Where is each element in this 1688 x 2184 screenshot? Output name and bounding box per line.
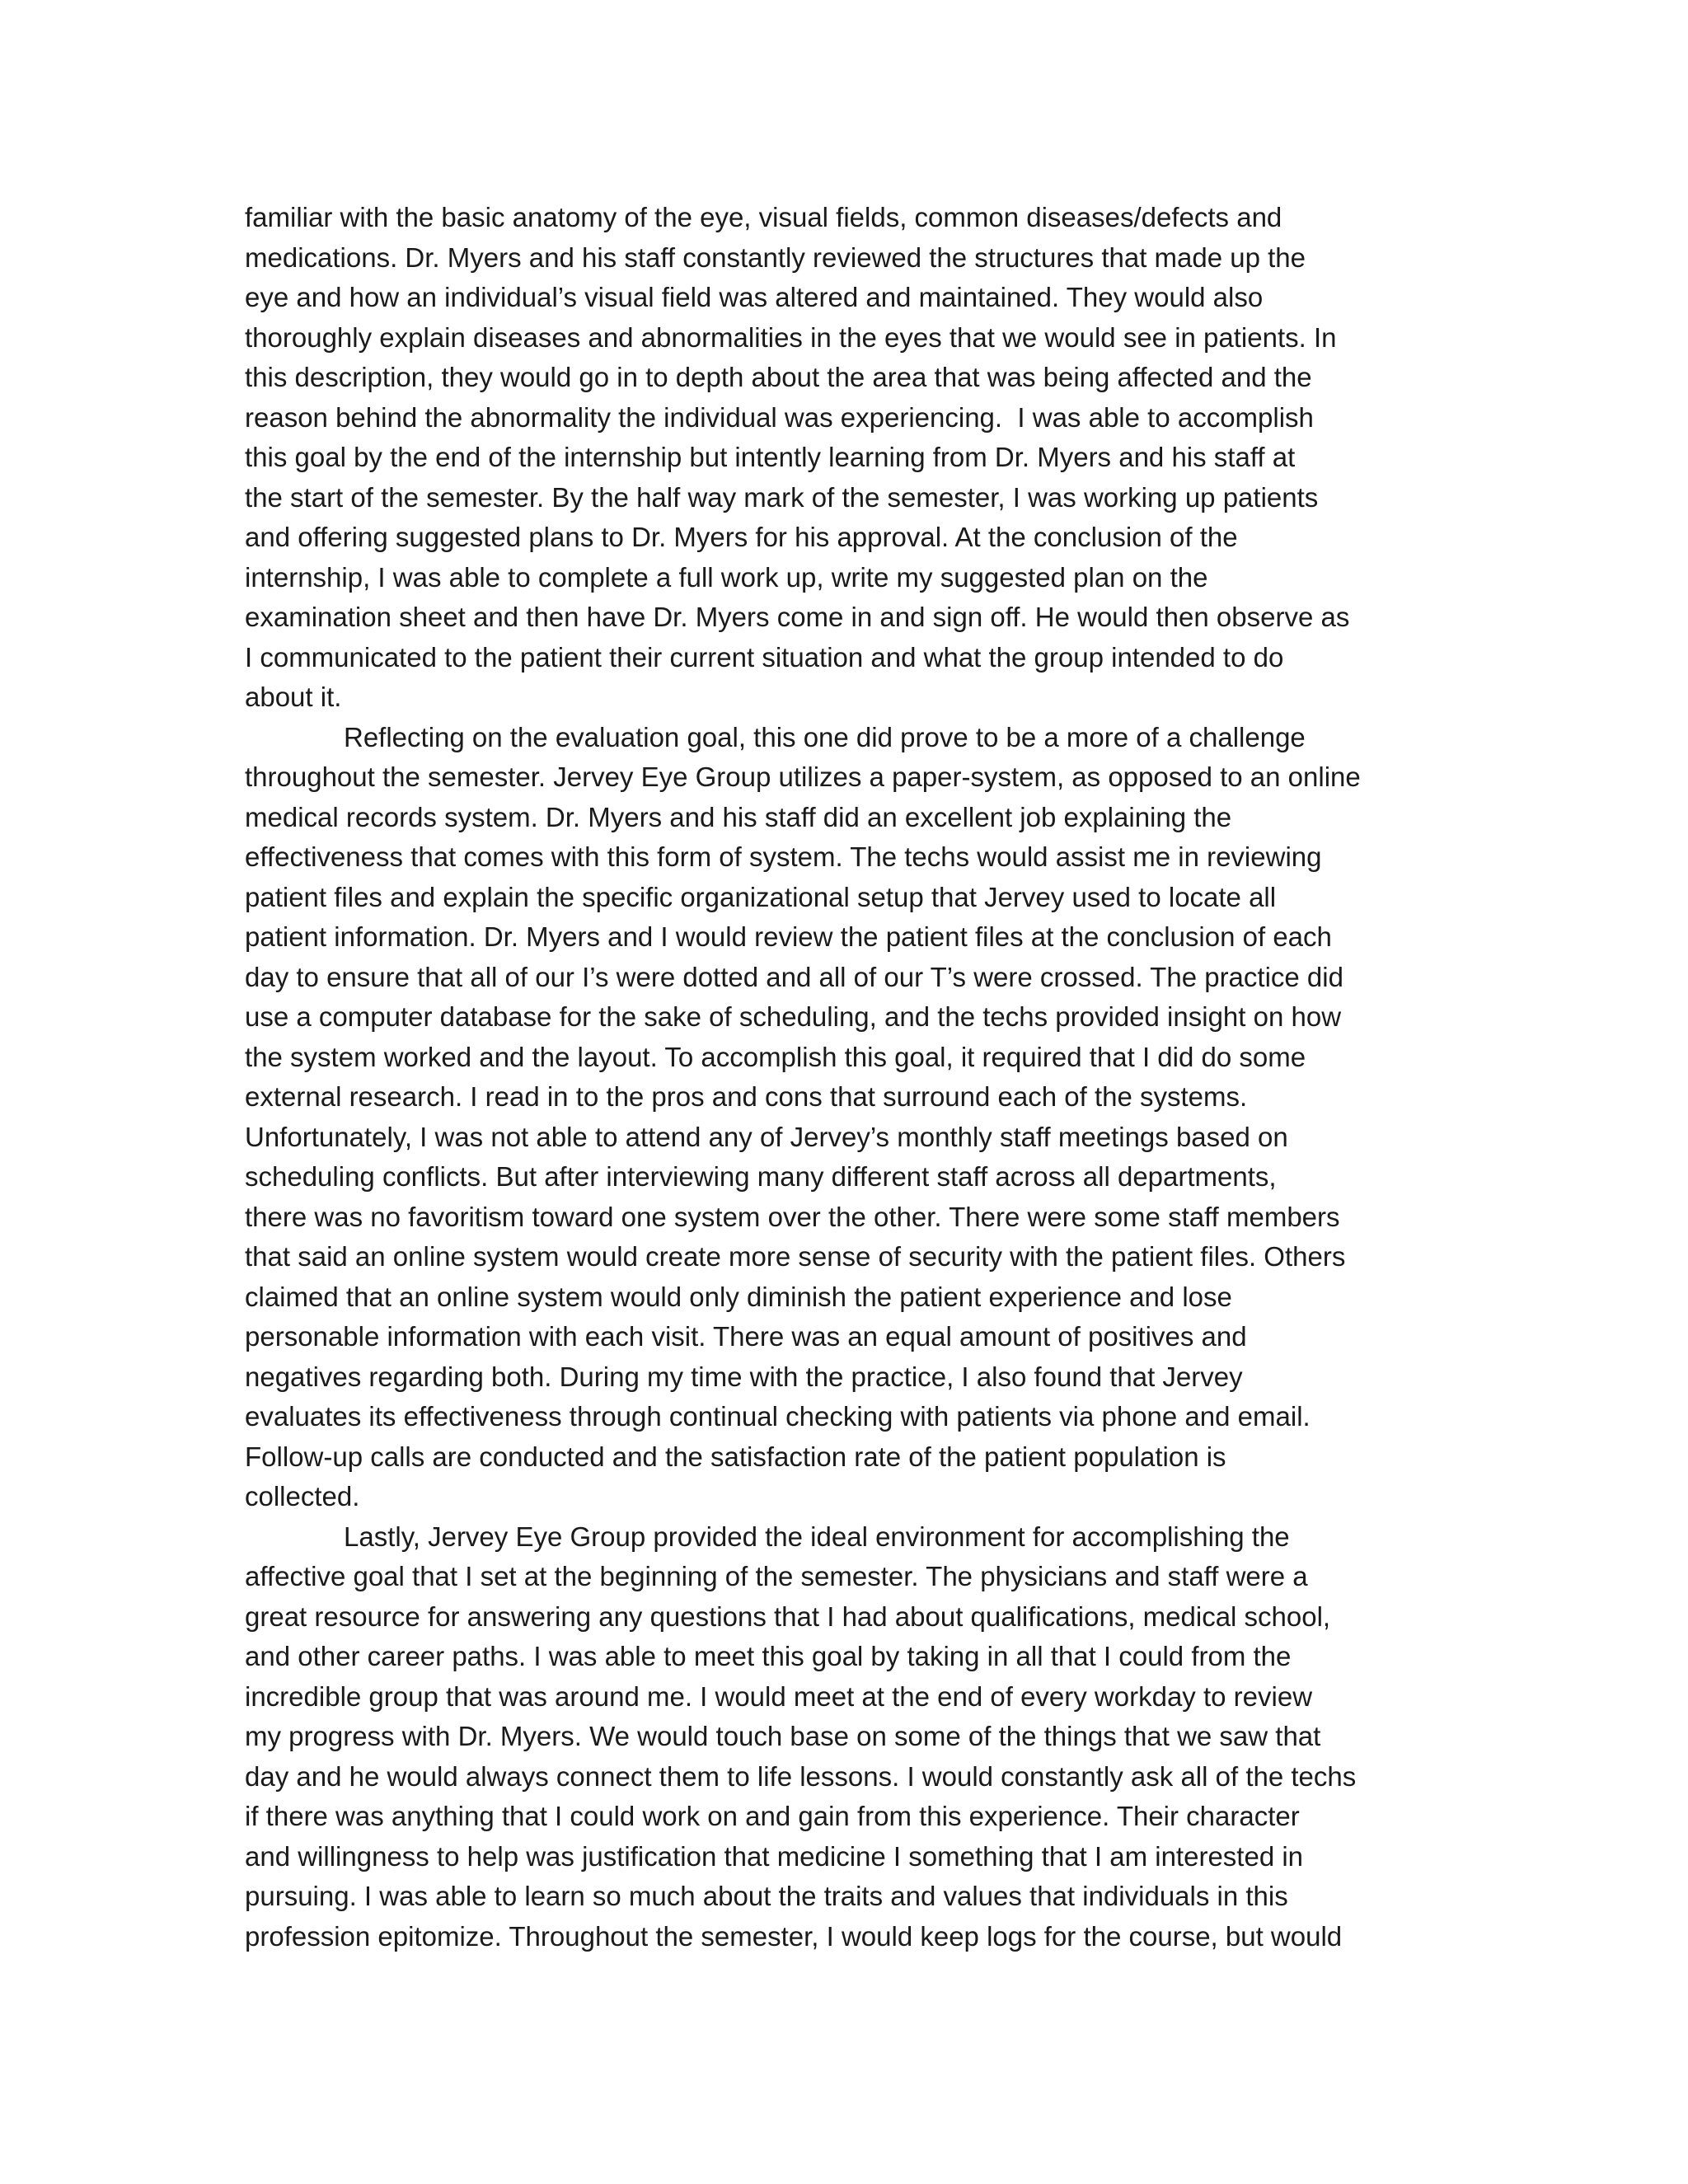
text-line: negatives regarding both. During my time with the practice, I also found that Jervey	[245, 1361, 1243, 1392]
text-line: patient information. Dr. Myers and I would review the patient files at the conclusion of each	[245, 921, 1332, 952]
text-line: effectiveness that comes with this form of system. The techs would assist me in reviewing	[245, 841, 1322, 872]
text-line: Reflecting on the evaluation goal, this one did prove to be a more of a challenge	[344, 721, 1306, 752]
text-line: Follow-up calls are conducted and the satisfaction rate of the patient population is	[245, 1441, 1226, 1472]
text-line: day to ensure that all of our I’s were dotted and all of our T’s were crossed. The practice did	[245, 961, 1343, 992]
text-line: medications. Dr. Myers and his staff constantly reviewed the structures that made up the	[245, 241, 1306, 273]
text-line: patient files and explain the specific organizational setup that Jervey used to locate all	[245, 881, 1277, 912]
text-line: day and he would always connect them to life lessons. I would constantly ask all of the techs	[245, 1760, 1357, 1792]
text-line: incredible group that was around me. I would meet at the end of every workday to review	[245, 1680, 1313, 1712]
paragraph	[245, 1517, 1481, 1957]
paragraph	[245, 718, 1481, 1517]
text-line: scheduling conflicts. But after interviewing many different staff across all departments,	[245, 1161, 1277, 1192]
text-line: my progress with Dr. Myers. We would touch base on some of the things that we saw that	[245, 1721, 1321, 1751]
text-line: I communicated to the patient their current situation and what the group intended to do	[245, 641, 1284, 673]
body-text	[245, 198, 1481, 1957]
text-line: familiar with the basic anatomy of the eye, visual fields, common diseases/defects and	[245, 202, 1282, 232]
text-line: internship, I was able to complete a full work up, write my suggested plan on the	[245, 561, 1208, 593]
text-line: use a computer database for the sake of scheduling, and the techs provided insight on how	[245, 1001, 1342, 1032]
text-line: and willingness to help was justification that medicine I something that I am interested in	[245, 1840, 1304, 1872]
text-line: examination sheet and then have Dr. Myers come in and sign off. He would then observe as	[245, 602, 1350, 632]
text-line: that said an online system would create more sense of security with the patient files. Others	[245, 1241, 1346, 1272]
text-line: and other career paths. I was able to meet this goal by taking in all that I could from the	[245, 1641, 1292, 1671]
text-line: about it.	[245, 682, 342, 712]
text-line: Lastly, Jervey Eye Group provided the ideal environment for accomplishing the	[344, 1521, 1290, 1552]
text-line: evaluates its effectiveness through continual checking with patients via phone and email.	[245, 1401, 1311, 1432]
text-line: thoroughly explain diseases and abnormalities in the eyes that we would see in patients. In	[245, 321, 1337, 353]
text-line: great resource for answering any questions that I had about qualifications, medical school,	[245, 1601, 1331, 1632]
text-line: this description, they would go in to depth about the area that was being affected and the	[245, 362, 1312, 392]
text-line: the system worked and the layout. To accomplish this goal, it required that I did do some	[245, 1041, 1306, 1072]
text-line: personable information with each visit. There was an equal amount of positives and	[245, 1321, 1247, 1352]
text-line: there was no favoritism toward one system over the other. There were some staff members	[245, 1201, 1340, 1232]
text-line: throughout the semester. Jervey Eye Group utilizes a paper-system, as opposed to an online	[245, 762, 1361, 792]
text-line: pursuing. I was able to learn so much about the traits and values that individuals in this	[245, 1881, 1288, 1911]
text-line: this goal by the end of the internship but intently learning from Dr. Myers and his staff at	[245, 442, 1296, 472]
text-line: claimed that an online system would only diminish the patient experience and lose	[245, 1281, 1232, 1312]
text-line: Unfortunately, I was not able to attend any of Jervey’s monthly staff meetings based on	[245, 1121, 1288, 1152]
text-line: the start of the semester. By the half way mark of the semester, I was working up patients	[245, 481, 1319, 513]
text-line: external research. I read in to the pros and cons that surround each of the systems.	[245, 1081, 1248, 1112]
text-line: medical records system. Dr. Myers and his staff did an excellent job explaining the	[245, 801, 1232, 832]
text-line: affective goal that I set at the beginning of the semester. The physicians and staff were a	[245, 1561, 1308, 1591]
paragraph	[245, 198, 1481, 718]
text-line: and offering suggested plans to Dr. Myers for his approval. At the conclusion of the	[245, 522, 1238, 552]
text-line: profession epitomize. Throughout the semester, I would keep logs for the course, but would	[245, 1920, 1343, 1952]
text-line: reason behind the abnormality the individual was experiencing. I was able to accomplish	[245, 401, 1314, 433]
text-line: eye and how an individual’s visual field was altered and maintained. They would also	[245, 282, 1264, 312]
text-line: if there was anything that I could work on and gain from this experience. Their character	[245, 1801, 1300, 1831]
text-line: collected.	[245, 1481, 360, 1511]
